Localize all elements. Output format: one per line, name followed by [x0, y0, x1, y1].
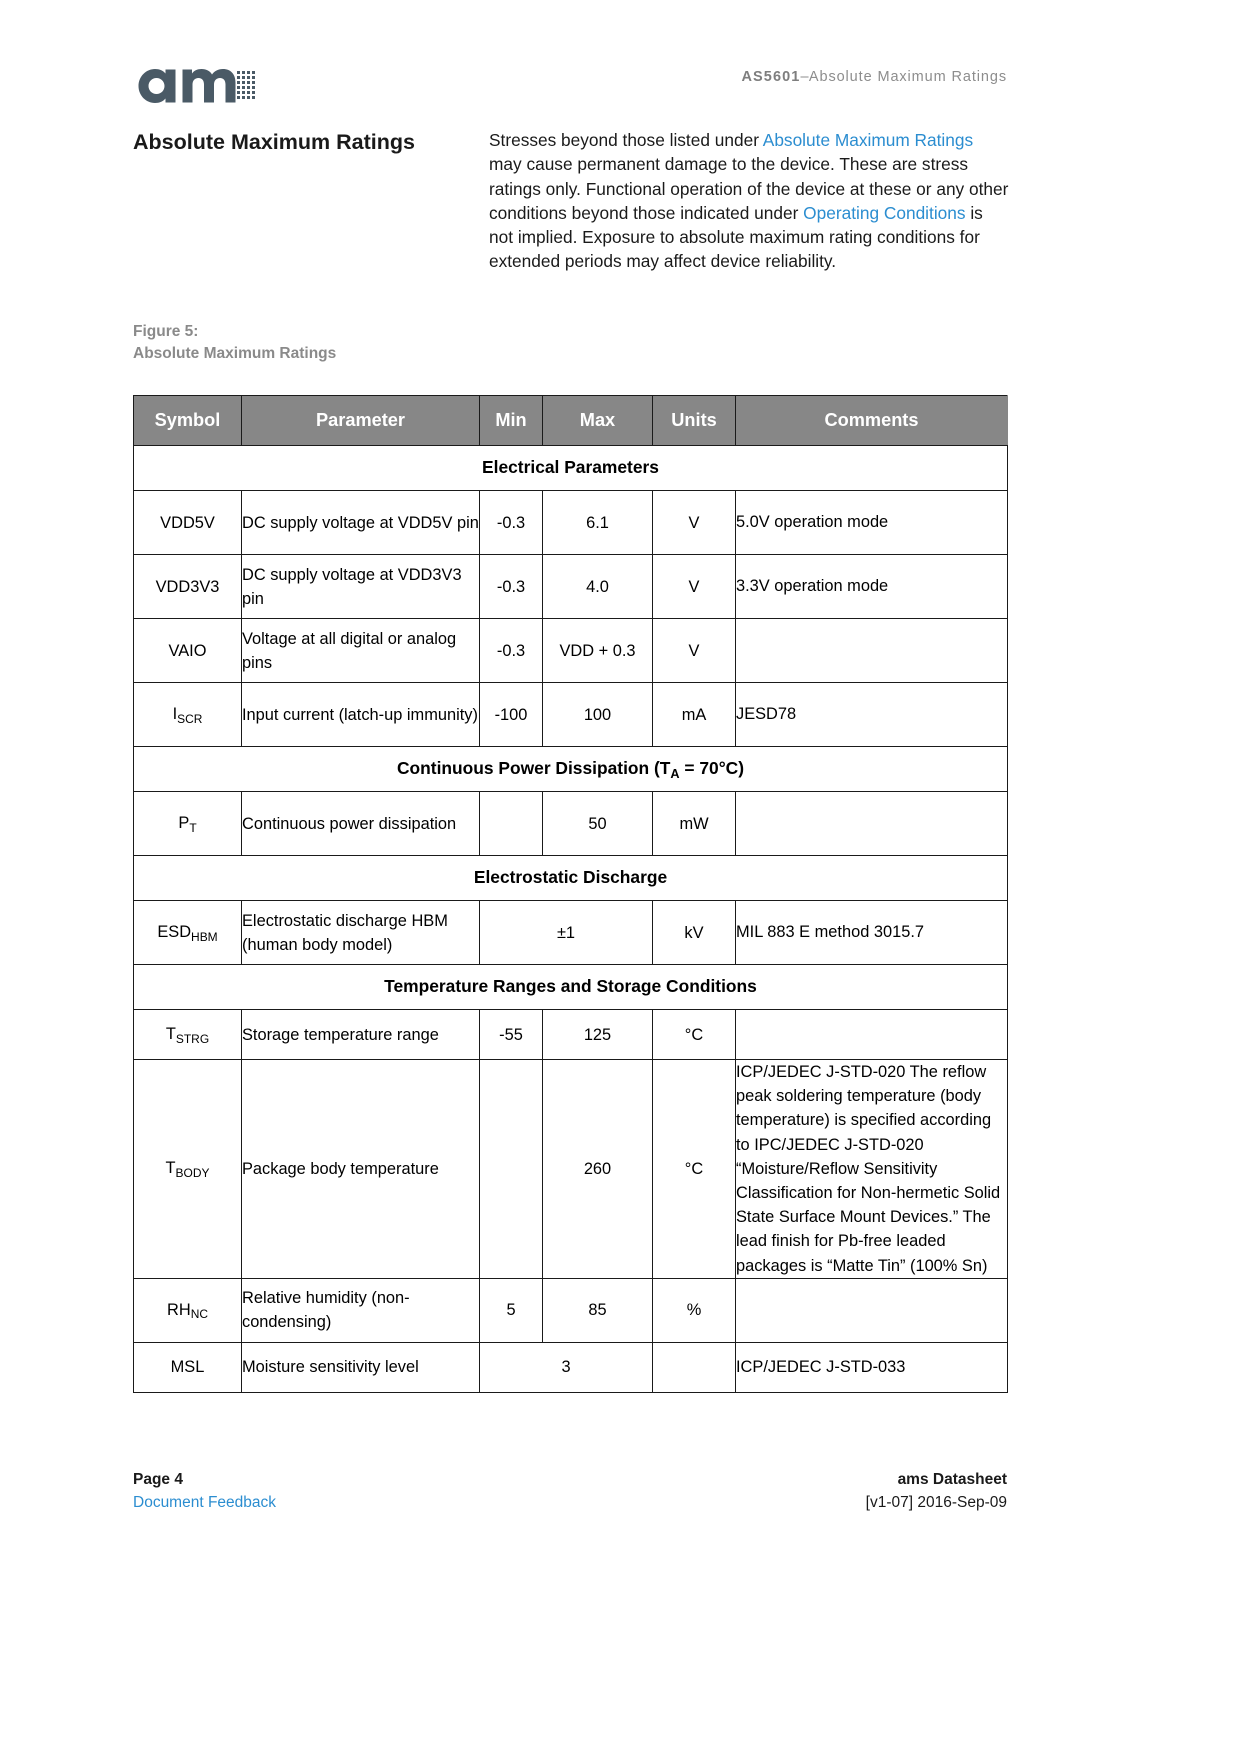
table-row	[134, 491, 1008, 555]
cell-parameter: Electrostatic discharge HBM (human body model)	[242, 901, 480, 965]
header-part-number: AS5601	[741, 69, 801, 85]
group-label-continuous-power-dissipation	[134, 747, 1008, 792]
cell-parameter: DC supply voltage at VDD5V pin	[242, 491, 480, 555]
table-group-header	[134, 446, 1008, 491]
cell-symbol	[134, 1060, 242, 1279]
column-header-symbol: Symbol	[134, 396, 242, 446]
cell-units	[653, 1342, 736, 1392]
table-row	[134, 1278, 1008, 1342]
table-row	[134, 683, 1008, 747]
cell-units: V	[653, 491, 736, 555]
cell-symbol	[134, 1010, 242, 1060]
cell-symbol-base: T	[165, 1025, 176, 1043]
cell-max: VDD + 0.3	[543, 619, 653, 683]
cell-max: 6.1	[543, 491, 653, 555]
figure-number: Figure 5:	[133, 323, 199, 340]
table-group-header	[134, 965, 1008, 1010]
cell-min: -100	[480, 683, 543, 747]
cell-min-max-span: ±1	[480, 901, 653, 965]
table-row	[134, 1342, 1008, 1392]
link-document-feedback[interactable]: Document Feedback	[133, 1494, 277, 1511]
cell-symbol: MSL	[134, 1342, 242, 1392]
cell-max: 125	[543, 1010, 653, 1060]
cell-symbol-base: T	[165, 1159, 176, 1178]
cell-parameter: Moisture sensitivity level	[242, 1342, 480, 1392]
cell-min: -0.3	[480, 491, 543, 555]
table-group-header	[134, 747, 1008, 792]
table-group-header	[134, 856, 1008, 901]
cell-symbol-subscript: BODY	[175, 1165, 210, 1180]
footer-ams-label: ams	[897, 1471, 929, 1488]
cell-min: -0.3	[480, 555, 543, 619]
cell-symbol-base: P	[178, 814, 190, 832]
cell-parameter: Storage temperature range	[242, 1010, 480, 1060]
footer-datasheet-word: Datasheet	[932, 1471, 1007, 1488]
figure-caption	[133, 321, 553, 364]
cell-min: -0.3	[480, 619, 543, 683]
cell-units: mA	[653, 683, 736, 747]
figure-title: Absolute Maximum Ratings	[133, 344, 337, 362]
column-header-parameter: Parameter	[242, 396, 480, 446]
cell-min	[480, 792, 543, 856]
cell-comment: ICP/JEDEC J-STD-020 The reflow peak soldering temperature (body temperature) is specified according to IPC/JEDEC J-STD-020 “Moisture/Reflow Sensitivity Classification for Non-hermetic Solid State Surface Mount Devices.” The lead finish for Pb-free leaded packages is “Matte Tin” (100% Sn)	[736, 1060, 1008, 1279]
cell-comment: 5.0V operation mode	[736, 491, 1008, 555]
cell-units: °C	[653, 1010, 736, 1060]
cell-comment: ICP/JEDEC J-STD-033	[736, 1342, 1008, 1392]
group-label-electrostatic-discharge: Electrostatic Discharge	[134, 856, 1008, 901]
cell-symbol-subscript: HBM	[191, 929, 218, 944]
cell-symbol	[134, 1278, 242, 1342]
footer-datasheet-label	[866, 1468, 1007, 1491]
table-row	[134, 1060, 1008, 1279]
cell-parameter: Input current (latch-up immunity)	[242, 683, 480, 747]
cell-min: -55	[480, 1010, 543, 1060]
page-footer	[133, 1468, 1007, 1514]
column-header-comments: Comments	[736, 396, 1008, 446]
link-absolute-maximum-ratings[interactable]: Absolute Maximum Ratings	[762, 130, 974, 150]
cell-symbol-base: RH	[167, 1300, 191, 1319]
cell-max: 85	[543, 1278, 653, 1342]
table-header-row	[134, 396, 1008, 446]
cell-symbol-base: ESD	[157, 923, 192, 941]
group-label-post: = 70°C)	[679, 758, 745, 778]
group-label-temperature-ranges: Temperature Ranges and Storage Conditions	[134, 965, 1008, 1010]
cell-comment: MIL 883 E method 3015.7	[736, 901, 1008, 965]
cell-units: %	[653, 1278, 736, 1342]
cell-parameter: Package body temperature	[242, 1060, 480, 1279]
cell-comment	[736, 1278, 1008, 1342]
cell-max: 100	[543, 683, 653, 747]
footer-page-number: Page 4	[133, 1471, 183, 1488]
header-section-ref: Absolute Maximum Ratings	[808, 69, 1007, 85]
header-document-reference	[741, 69, 1007, 85]
column-header-max: Max	[543, 396, 653, 446]
cell-symbol-base: I	[172, 705, 178, 723]
cell-min-max-span: 3	[480, 1342, 653, 1392]
cell-units: kV	[653, 901, 736, 965]
page-header	[133, 55, 1007, 115]
group-label-pre: Continuous Power Dissipation (T	[396, 758, 671, 778]
cell-units: V	[653, 619, 736, 683]
cell-max: 4.0	[543, 555, 653, 619]
footer-right	[866, 1468, 1007, 1514]
cell-units: V	[653, 555, 736, 619]
table-row	[134, 555, 1008, 619]
cell-parameter: DC supply voltage at VDD3V3 pin	[242, 555, 480, 619]
cell-parameter: Voltage at all digital or analog pins	[242, 619, 480, 683]
cell-units: mW	[653, 792, 736, 856]
cell-comment: 3.3V operation mode	[736, 555, 1008, 619]
cell-symbol	[134, 901, 242, 965]
table-row	[134, 619, 1008, 683]
column-header-units: Units	[653, 396, 736, 446]
cell-symbol-subscript: STRG	[175, 1031, 210, 1046]
cell-min: 5	[480, 1278, 543, 1342]
cell-symbol	[134, 792, 242, 856]
intro-paragraph	[489, 128, 1009, 274]
cell-symbol	[134, 683, 242, 747]
cell-units: °C	[653, 1060, 736, 1279]
page-title: Absolute Maximum Ratings	[133, 130, 415, 154]
column-header-min: Min	[480, 396, 543, 446]
header-separator: –	[800, 69, 809, 85]
cell-comment	[736, 792, 1008, 856]
cell-parameter: Relative humidity (non-condensing)	[242, 1278, 480, 1342]
link-operating-conditions[interactable]: Operating Conditions	[803, 202, 966, 223]
cell-symbol-subscript: SCR	[177, 711, 203, 726]
group-label-electrical-parameters: Electrical Parameters	[134, 446, 1008, 491]
cell-max: 260	[543, 1060, 653, 1279]
cell-symbol: VDD5V	[134, 491, 242, 555]
absolute-maximum-ratings-table-wrapper	[133, 395, 1007, 1393]
footer-version: [v1-07] 2016-Sep-09	[865, 1494, 1007, 1511]
absolute-maximum-ratings-table	[133, 395, 1008, 1393]
table-row	[134, 792, 1008, 856]
cell-symbol: VDD3V3	[134, 555, 242, 619]
cell-comment: JESD78	[736, 683, 1008, 747]
footer-left	[133, 1468, 276, 1514]
cell-symbol-subscript: T	[189, 820, 197, 835]
cell-symbol-subscript: NC	[190, 1307, 208, 1322]
ams-logo-icon	[133, 57, 263, 105]
cell-parameter: Continuous power dissipation	[242, 792, 480, 856]
intro-text-3: is not implied. Exposure to absolute maximum rating conditions for extended periods may affect device reliability.	[489, 202, 983, 272]
table-row	[134, 901, 1008, 965]
cell-max: 50	[543, 792, 653, 856]
cell-min	[480, 1060, 543, 1279]
cell-symbol: VAIO	[134, 619, 242, 683]
intro-text-1: Stresses beyond those listed under	[489, 130, 763, 150]
group-label-subscript: A	[670, 766, 680, 781]
table-row	[134, 1010, 1008, 1060]
intro-text-2: may cause permanent damage to the device. These are stress ratings only. Functional operation of the device at these or any other conditions beyond those indicated under	[489, 154, 1009, 223]
cell-comment	[736, 1010, 1008, 1060]
cell-comment	[736, 619, 1008, 683]
